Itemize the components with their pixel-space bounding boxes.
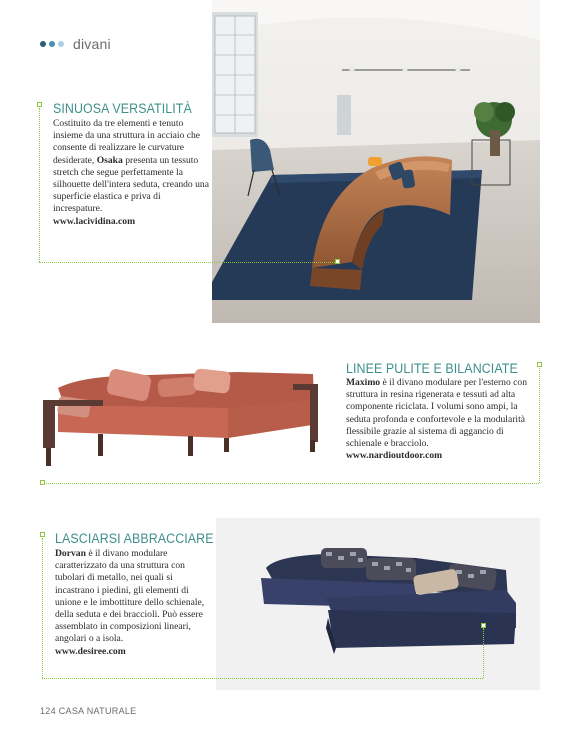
article-1-line-horizontal <box>39 262 337 263</box>
article-1-marker-bottom <box>335 259 340 264</box>
article-1-body <box>53 118 209 228</box>
article-1-brand: Osaka <box>96 154 123 166</box>
photo-osaka-sofa <box>212 0 540 323</box>
article-2-body <box>346 377 530 462</box>
article-3-brand: Dorvan <box>55 548 86 559</box>
article-2-line-horizontal <box>43 483 539 484</box>
article-2-marker-bottom <box>40 480 45 485</box>
article-2-marker-top <box>537 362 542 367</box>
photo-dorvan-sofa <box>216 518 540 690</box>
article-1-line-vertical <box>39 108 40 262</box>
article-2-url-link[interactable]: www.nardioutdoor.com <box>346 450 443 462</box>
article-3-body <box>55 548 209 658</box>
dot-1 <box>40 41 46 47</box>
section-tag <box>40 36 111 52</box>
article-3-url-link[interactable]: www.desiree.com <box>55 645 126 657</box>
magazine-name: CASA NATURALE <box>58 706 137 716</box>
article-2-brand: Maximo <box>346 377 381 388</box>
article-1-url-link[interactable]: www.lacividina.com <box>53 215 136 227</box>
article-2-line-vertical <box>539 368 540 483</box>
dot-2 <box>49 41 55 47</box>
article-1-title: SINUOSA VERSATILITÀ <box>53 101 192 116</box>
article-3-line-horizontal <box>42 678 483 679</box>
dorvan-sofa-illustration <box>216 518 540 690</box>
article-3-line-vertical-right <box>483 628 484 678</box>
section-label: divani <box>73 36 111 52</box>
article-3-marker-top <box>40 532 45 537</box>
article-3-text-2: è il divano modulare caratterizzato da una struttura con tubolari di metallo, nei quali si incastrano i piedini, gli elementi di unione e le imbottiture dello schienale, della seduta e dei braccioli. Può essere assemblato in composizioni lineari, angolari o a isola. <box>55 548 205 645</box>
page-number: 124 <box>40 706 56 716</box>
page-footer <box>40 706 137 716</box>
article-1-marker-top <box>37 102 42 107</box>
article-2-text-2: è il divano modulare per l'esterno con struttura in resina rigenerata e tessuti ad alta componente riciclata. I volumi sono ampi, la seduta profonda e confortevole e la modularità flessibile grazie al sistema di aggancio di schienale e bracciolo. <box>346 377 528 450</box>
article-3-marker-bottom <box>481 623 486 628</box>
article-2-title: LINEE PULITE E BILANCIATE <box>346 361 518 376</box>
article-1-text-2: presenta un tessuto stretch che segue perfettamente la silhouette dell'intera seduta, creando una superficie elastica e priva di increspature. <box>53 154 209 215</box>
article-3-title: LASCIARSI ABBRACCIARE <box>55 531 214 546</box>
photo-maximo-sofa <box>38 360 328 470</box>
article-3-line-vertical-left <box>42 538 43 678</box>
article-1-text-1: Costituito da tre elementi e tenuto insieme da una struttura in acciaio che consente di realizzare le curvature desiderate, <box>53 118 201 166</box>
maximo-sofa-illustration <box>38 360 328 470</box>
osaka-scene-illustration <box>212 0 540 323</box>
dot-3 <box>58 41 64 47</box>
